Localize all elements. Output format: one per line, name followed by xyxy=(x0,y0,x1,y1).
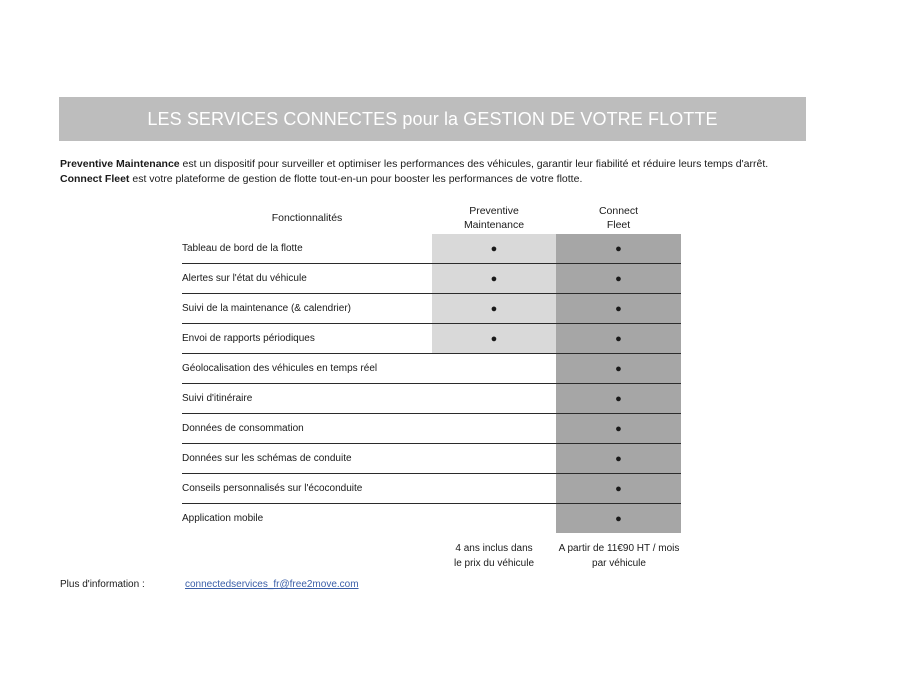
cf-availability-cell: ● xyxy=(556,354,681,384)
table-body xyxy=(182,234,681,533)
cf-availability-cell: ● xyxy=(556,264,681,294)
header-pm-line1: Preventive xyxy=(469,204,519,217)
feature-label: Application mobile xyxy=(182,513,264,524)
pm-availability-cell: ● xyxy=(432,234,556,264)
pm-availability-cell xyxy=(432,444,556,474)
table-row xyxy=(182,414,681,444)
feature-label: Tableau de bord de la flotte xyxy=(182,234,432,264)
feature-label: Conseils personnalisés sur l'écoconduite xyxy=(182,474,432,504)
pm-pricing-line1: 4 ans inclus dans xyxy=(455,543,533,554)
feature-label: Suivi d'itinéraire xyxy=(182,384,432,414)
pm-pricing-line2: le prix du véhicule xyxy=(453,558,535,569)
cf-availability-cell: ● xyxy=(556,234,681,264)
pm-availability-cell: ● xyxy=(432,324,556,354)
cf-availability-cell: ● xyxy=(556,324,681,354)
feature-label: Envoi de rapports périodiques xyxy=(182,324,432,354)
cf-pricing-line1: A partir de 11€90 HT / mois xyxy=(558,543,680,554)
feature-label: Alertes sur l'état du véhicule xyxy=(182,264,432,294)
pm-availability-cell: ● xyxy=(432,264,556,294)
cf-availability-cell: ● xyxy=(556,444,681,474)
pm-pricing xyxy=(432,541,556,571)
banner-title: LES SERVICES CONNECTES pour la GESTION DE VOTRE FLOTTE xyxy=(147,108,718,129)
intro-pm-text: est un dispositif pour surveiller et optimiser les performances des véhicules, garantir leur fiabilité et réduire leurs temps d'arrêt. xyxy=(179,158,769,170)
intro-paragraph xyxy=(60,157,805,187)
table-row xyxy=(182,324,681,354)
cf-availability-cell: ● xyxy=(556,504,681,534)
feature-label: Suivi de la maintenance (& calendrier) xyxy=(182,294,432,324)
header-preventive-maintenance xyxy=(432,201,556,234)
feature-label: Données sur les schémas de conduite xyxy=(182,444,432,474)
header-connect-fleet xyxy=(556,201,681,234)
table-row xyxy=(182,234,681,264)
intro-cf-name: Connect Fleet xyxy=(60,173,130,185)
contact-email-link[interactable]: connectedservices_fr@free2move.com xyxy=(185,579,359,590)
header-cf-line1: Connect xyxy=(598,204,639,217)
pm-availability-cell xyxy=(432,354,556,384)
intro-pm-name: Preventive Maintenance xyxy=(60,158,180,170)
table-row xyxy=(182,504,681,534)
table-row xyxy=(182,384,681,414)
feature-comparison-table xyxy=(182,201,681,533)
pm-availability-cell xyxy=(432,474,556,504)
cf-pricing-line2: par véhicule xyxy=(592,558,646,569)
page-banner xyxy=(59,97,806,141)
table-header-row xyxy=(182,201,681,234)
cf-availability-cell: ● xyxy=(556,414,681,444)
info-label: Plus d'information : xyxy=(60,579,145,590)
pm-availability-cell: ● xyxy=(432,294,556,324)
table-row xyxy=(182,474,681,504)
table-row xyxy=(182,444,681,474)
header-pm-line2: Maintenance xyxy=(463,218,525,231)
cf-pricing xyxy=(556,541,682,571)
cf-availability-cell: ● xyxy=(556,294,681,324)
header-features xyxy=(182,201,432,234)
feature-label: Géolocalisation des véhicules en temps réel xyxy=(182,354,432,384)
header-cf-line2: Fleet xyxy=(606,218,631,231)
table-row xyxy=(182,354,681,384)
feature-label: Données de consommation xyxy=(182,414,432,444)
table-row xyxy=(182,294,681,324)
pm-availability-cell xyxy=(432,414,556,444)
pm-availability-cell xyxy=(432,504,556,534)
table-row xyxy=(182,264,681,294)
header-features-label: Fonctionnalités xyxy=(271,211,343,224)
pm-availability-cell xyxy=(432,384,556,414)
cf-availability-cell: ● xyxy=(556,384,681,414)
intro-cf-text: est votre plateforme de gestion de flotte tout-en-un pour booster les performances de votre flotte. xyxy=(129,173,583,185)
cf-availability-cell: ● xyxy=(556,474,681,504)
